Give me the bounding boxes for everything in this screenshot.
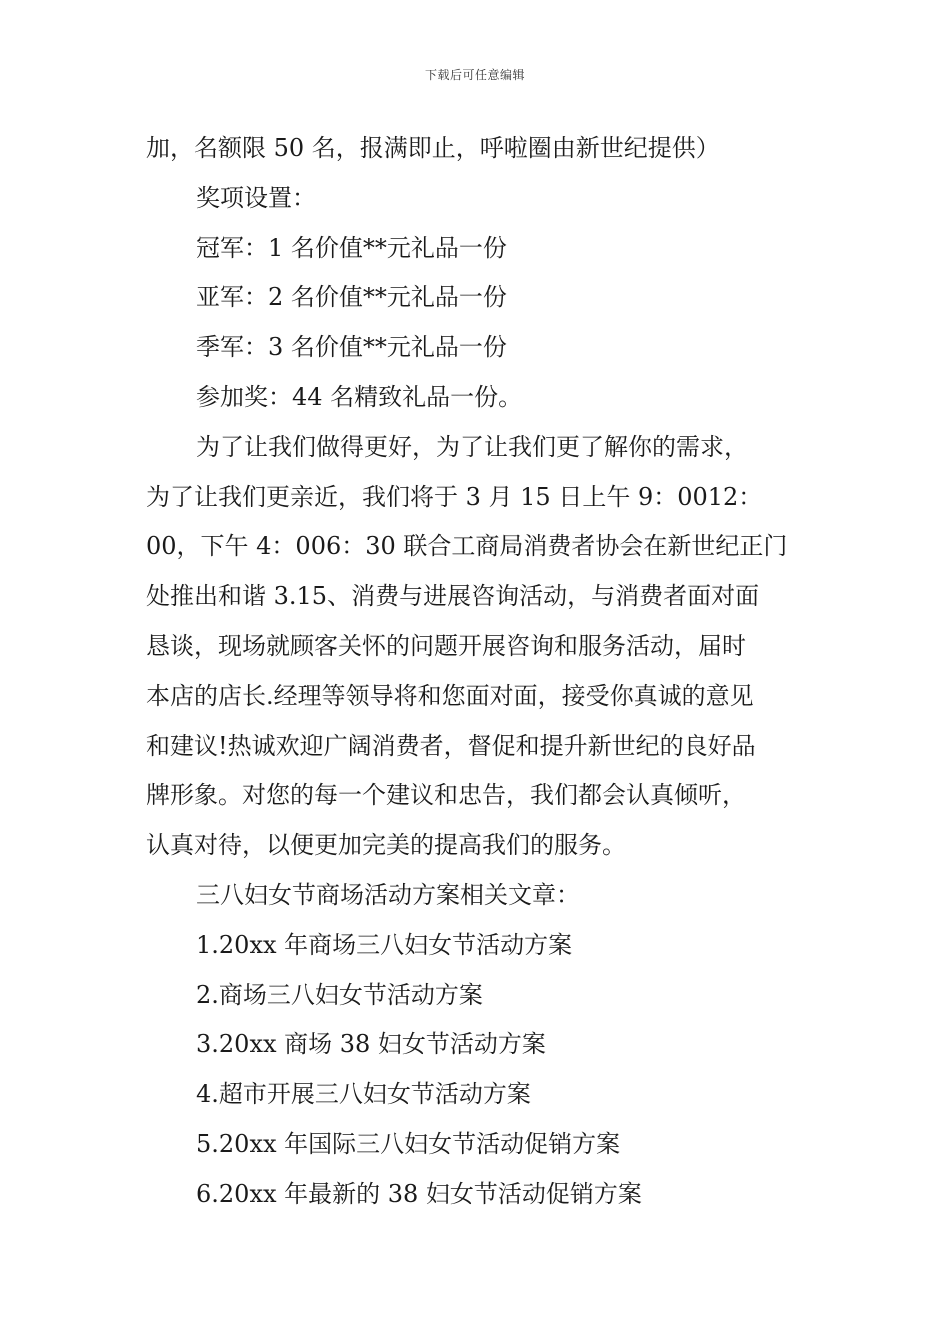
text-line: 和建议!热诚欢迎广阔消费者，督促和提升新世纪的良好品 bbox=[146, 731, 756, 760]
related-article-item: 2.商场三八妇女节活动方案 bbox=[196, 980, 483, 1009]
text-line: 为了让我们更亲近，我们将于 3 月 15 日上午 9：0012： bbox=[146, 482, 763, 511]
related-articles-heading: 三八妇女节商场活动方案相关文章： bbox=[196, 880, 580, 909]
text-line: 为了让我们做得更好，为了让我们更了解你的需求， bbox=[196, 432, 748, 461]
text-line: 认真对待，以便更加完美的提高我们的服务。 bbox=[146, 831, 626, 860]
text-line: 冠军：1 名价值**元礼品一份 bbox=[196, 233, 507, 262]
text-line: 00，下午 4：006：30 联合工商局消费者协会在新世纪正门 bbox=[146, 532, 788, 561]
page-header: 下载后可任意编辑 bbox=[424, 68, 525, 82]
text-line: 恳谈，现场就顾客关怀的问题开展咨询和服务活动，届时 bbox=[146, 631, 746, 660]
text-line: 参加奖：44 名精致礼品一份。 bbox=[196, 382, 523, 411]
related-article-item: 3.20xx 商场 38 妇女节活动方案 bbox=[196, 1030, 546, 1059]
text-line: 处推出和谐 3.15、消费与进展咨询活动，与消费者面对面 bbox=[146, 582, 760, 611]
text-line: 奖项设置： bbox=[196, 183, 316, 212]
related-article-item: 5.20xx 年国际三八妇女节活动促销方案 bbox=[196, 1129, 621, 1158]
related-article-item: 6.20xx 年最新的 38 妇女节活动促销方案 bbox=[196, 1179, 642, 1208]
related-article-item: 1.20xx 年商场三八妇女节活动方案 bbox=[196, 930, 573, 959]
document-body bbox=[146, 124, 814, 1220]
related-article-item: 4.超市开展三八妇女节活动方案 bbox=[196, 1080, 531, 1109]
text-line: 季军：3 名价值**元礼品一份 bbox=[196, 333, 507, 362]
text-line: 加，名额限 50 名，报满即止，呼啦圈由新世纪提供） bbox=[146, 134, 720, 162]
text-line: 牌形象。对您的每一个建议和忠告，我们都会认真倾听， bbox=[146, 781, 746, 810]
text-line: 亚军：2 名价值**元礼品一份 bbox=[196, 283, 507, 312]
text-line: 本店的店长.经理等领导将和您面对面，接受你真诚的意见 bbox=[146, 681, 754, 710]
